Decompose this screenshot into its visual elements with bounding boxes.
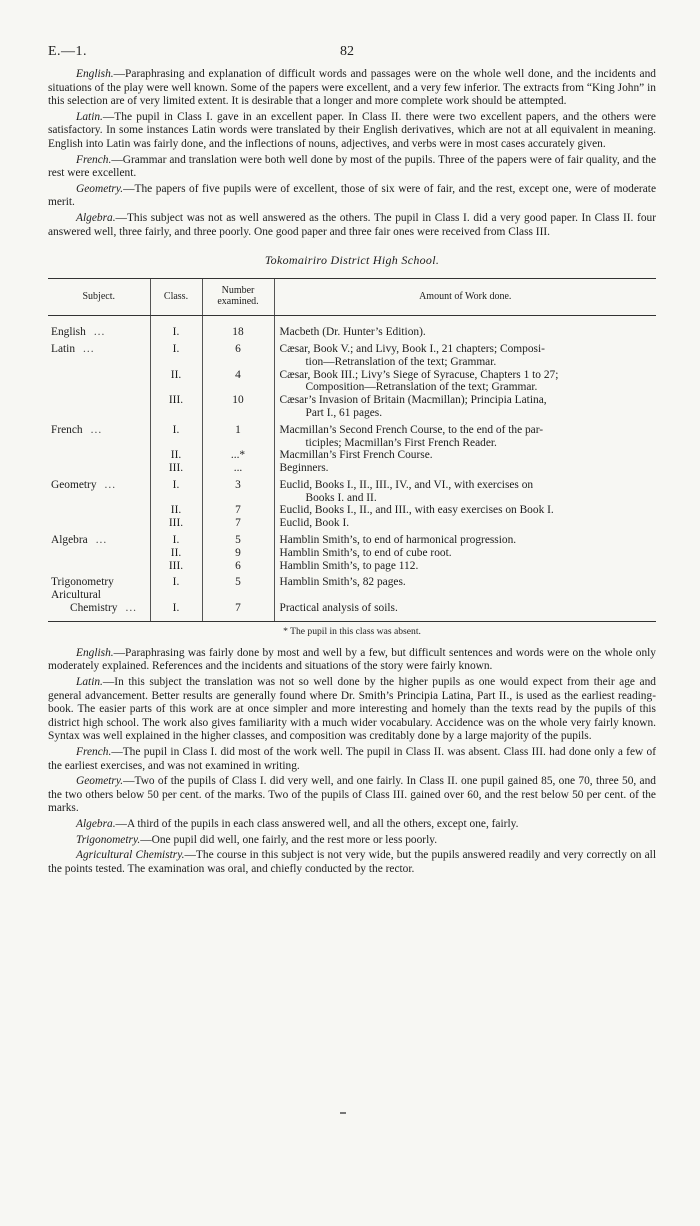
cell-subject <box>48 560 150 573</box>
top-report-section <box>48 68 656 239</box>
cell-work-done <box>274 602 656 621</box>
subject-name: Aricultural <box>51 589 101 602</box>
table-row <box>48 394 656 420</box>
paragraph-text: —The pupil in Class I. gave in an excellent paper. In Class II. there were two excellent papers, and the others were satisfactory. In some instances Latin words were translated by their English derivatives, which are not at all equivalent in meaning. English into Latin was fairly done, and the inflections of nouns, adjectives, and verbs were in most cases accurately given. <box>48 110 656 150</box>
paragraph-text: —The course in this subject is not very wide, but the pupils answered readily and very correctly on all the points tested. The examination was oral, and chiefly conducted by the rector. <box>48 849 657 875</box>
cell-subject <box>48 602 150 621</box>
paragraph-lead: Algebra. <box>76 817 116 830</box>
column-header-class: Class. <box>150 279 202 316</box>
paragraph-french <box>48 154 656 181</box>
cell-subject <box>48 475 150 505</box>
leader-dots: ... <box>90 423 103 436</box>
paragraph-lead: English. <box>76 646 114 659</box>
cell-subject <box>48 589 150 602</box>
work-line: Macbeth (Dr. Hunter’s Edition). <box>279 326 426 339</box>
paragraph-lead: Latin. <box>76 676 103 689</box>
cell-class: I. <box>150 602 202 621</box>
cell-work-done <box>274 339 656 369</box>
cell-class: I. <box>150 420 202 450</box>
table-header-row <box>48 279 656 316</box>
cell-class: I. <box>150 316 202 339</box>
paragraph-algebra <box>48 212 656 239</box>
paragraph-text: —Two of the pupils of Class I. did very well, and one fairly. In Class II. one pupil gained 85, one 70, three 50, and the two others below 50 per cent. of the marks. Two of the pupils of Class III. gained over 60, and the rest below 50 per cent. of the marks. <box>48 775 656 815</box>
cell-work-done <box>274 572 656 589</box>
cell-number-examined: 3 <box>202 475 274 505</box>
table-row <box>48 462 656 475</box>
work-line-continued: Part I., 61 pages. <box>305 406 383 419</box>
cell-class: III. <box>150 394 202 420</box>
page-number: 82 <box>340 44 354 59</box>
paragraph-trigonometry <box>48 834 656 848</box>
cell-number-examined: 7 <box>202 517 274 530</box>
cell-subject <box>48 369 150 395</box>
work-line: Hamblin Smith’s, to end of cube root. <box>279 546 452 559</box>
subject-name: English <box>51 326 86 339</box>
column-header-subject: Subject. <box>48 279 150 316</box>
paragraph-lead: English. <box>76 68 114 80</box>
work-line-continued: tion—Retranslation of the text; Grammar. <box>305 355 497 368</box>
cell-number-examined <box>202 589 274 602</box>
work-line: Cæsar, Book V.; and Livy, Book I., 21 chapters; Composi- <box>279 342 545 355</box>
subject-name: French <box>51 423 83 436</box>
cell-subject <box>48 449 150 462</box>
cell-number-examined: 7 <box>202 602 274 621</box>
paragraph-text: —In this subject the translation was not so well done by the higher pupils as one would expect from their age and general advancement. Better results are generally found where Dr. Smith’s Principia Latina, Part II., is used as the earliest reading-book. The easier parts of this work are at once simpler and more interesting and homely than the texts read by the pupils of this district high school. The work also gives familiarity with a much wider vocabulary. Accidence was on the whole very fairly known. Syntax was well explained in the higher classes, and composition was creditably done by a large majority of the pupils. <box>48 676 656 743</box>
cell-number-examined: 10 <box>202 394 274 420</box>
cell-number-examined: 6 <box>202 339 274 369</box>
work-done-table <box>48 278 656 622</box>
cell-work-done <box>274 504 656 517</box>
cell-work-done <box>274 462 656 475</box>
table-title: Tokomairiro District High School. <box>264 253 440 268</box>
cell-class: I. <box>150 339 202 369</box>
cell-subject <box>48 420 150 450</box>
table-row <box>48 420 656 450</box>
subject-name: Geometry <box>51 478 97 491</box>
cell-work-done <box>274 530 656 547</box>
cell-number-examined: 1 <box>202 420 274 450</box>
work-line: Hamblin Smith’s, to end of harmonical progression. <box>279 534 517 547</box>
cell-number-examined: 9 <box>202 547 274 560</box>
paragraph-text: —This subject was not as well answered as the others. The pupil in Class I. did a very good paper. In Class II. four answered well, three fairly, and three poorly. One good paper and three fair ones were received from Class III. <box>48 211 656 238</box>
cell-class: III. <box>150 462 202 475</box>
cell-work-done <box>274 316 656 339</box>
paragraph-lead: Trigonometry. <box>76 833 141 846</box>
table-row <box>48 560 656 573</box>
paragraph-text: —The papers of five pupils were of excellent, those of six were of fair, and the rest, except one, were of moderate merit. <box>48 182 656 209</box>
table-row <box>48 517 656 530</box>
paragraph-lead: Latin. <box>76 110 103 123</box>
cell-subject <box>48 462 150 475</box>
cell-class: I. <box>150 572 202 589</box>
leader-dots: ... <box>104 478 117 491</box>
leader-dots: ... <box>125 602 138 615</box>
paragraph-algebra <box>48 818 656 832</box>
cell-subject <box>48 339 150 369</box>
cell-work-done <box>274 475 656 505</box>
work-line-continued: Books I. and II. <box>305 491 377 504</box>
cell-subject <box>48 517 150 530</box>
cell-work-done <box>274 420 656 450</box>
cell-number-examined: 18 <box>202 316 274 339</box>
table-row <box>48 369 656 395</box>
cell-work-done <box>274 369 656 395</box>
paragraph-lead: French. <box>76 153 112 166</box>
cell-subject <box>48 572 150 589</box>
paragraph-text: —Paraphrasing was fairly done by most and well by a few, but difficult sentences and words were on the whole only moderately explained. References and the incidents and situations of the story were fairly known. <box>48 646 656 673</box>
cell-class: II. <box>150 547 202 560</box>
leader-dots: ... <box>83 342 95 355</box>
paragraph-geometry <box>48 183 656 210</box>
work-line-continued: Composition—Retranslation of the text; Grammar. <box>305 381 538 394</box>
paragraph-english <box>48 68 656 109</box>
cell-subject <box>48 504 150 517</box>
cell-number-examined: 6 <box>202 560 274 573</box>
paragraph-latin <box>48 676 656 744</box>
paragraph-agricultural-chemistry <box>48 849 656 876</box>
cell-work-done <box>274 394 656 420</box>
cell-number-examined: ...* <box>202 449 274 462</box>
subject-name: Chemistry <box>70 602 118 615</box>
cell-subject <box>48 394 150 420</box>
subject-name: Algebra <box>51 534 88 547</box>
cell-class: II. <box>150 449 202 462</box>
table-body <box>48 316 656 622</box>
column-header-number: Number examined. <box>202 279 274 316</box>
leader-dots: ... <box>95 534 108 547</box>
work-line: Euclid, Books I., II., and III., with easy exercises on Book I. <box>279 504 554 517</box>
subject-name: Trigonometry <box>51 576 114 589</box>
paragraph-latin <box>48 111 656 152</box>
leader-dots: ... <box>93 326 106 339</box>
bottom-report-section <box>48 647 656 877</box>
work-line: Hamblin Smith’s, to page 112. <box>279 559 419 572</box>
cell-number-examined: 5 <box>202 530 274 547</box>
paragraph-lead: Algebra. <box>76 211 116 224</box>
table-row <box>48 449 656 462</box>
cell-class: I. <box>150 475 202 505</box>
table-row <box>48 339 656 369</box>
table-row <box>48 602 656 621</box>
document-page <box>48 44 656 878</box>
cell-number-examined: 5 <box>202 572 274 589</box>
work-line: Cæsar, Book III.; Livy’s Siege of Syracuse, Chapters 1 to 27; <box>279 368 559 381</box>
document-reference: E.—1. <box>48 44 88 59</box>
cell-class: III. <box>150 517 202 530</box>
paragraph-geometry <box>48 775 656 816</box>
work-line: Macmillan’s Second French Course, to the end of the par- <box>279 423 544 436</box>
cell-class: III. <box>150 560 202 573</box>
subject-name: Latin <box>51 342 76 355</box>
table-footnote: * The pupil in this class was absent. <box>283 625 421 637</box>
work-line: Macmillan’s First French Course. <box>279 449 433 462</box>
paragraph-text: —The pupil in Class I. did most of the work well. The pupil in Class II. was absent. Class III. had done only a few of the earliest exercises, and was not examined in writing. <box>48 746 656 772</box>
cell-subject <box>48 316 150 339</box>
paragraph-lead: Geometry. <box>76 775 124 788</box>
table-row <box>48 572 656 589</box>
paragraph-lead: Agricultural Chemistry. <box>76 849 185 862</box>
paragraph-text: —One pupil did well, one fairly, and the rest more or less poorly. <box>140 833 438 846</box>
work-line: Practical analysis of soils. <box>279 602 398 615</box>
cell-number-examined: ... <box>202 462 274 475</box>
paragraph-french <box>48 746 656 773</box>
cell-class: II. <box>150 504 202 517</box>
work-line: Hamblin Smith’s, 82 pages. <box>279 576 406 589</box>
table-row <box>48 316 656 339</box>
cell-number-examined: 4 <box>202 369 274 395</box>
paragraph-text: —A third of the pupils in each class answered well, and all the others, except one, fairly. <box>115 817 519 830</box>
work-line: Euclid, Books I., II., III., IV., and VI., with exercises on <box>279 478 534 491</box>
paragraph-text: —Paraphrasing and explanation of difficult words and passages were on the whole well done, and the incidents and situations of the play were well known. Some of the papers were excellent, and a very few inferior. The extracts from “King John” in this selection are of very limited extent. It is desirable that a longer and more complete work should be attempted. <box>48 68 656 108</box>
column-header-work: Amount of Work done. <box>274 279 656 316</box>
page-header <box>48 44 656 68</box>
cell-work-done <box>274 560 656 573</box>
table-row <box>48 589 656 602</box>
cell-work-done <box>274 517 656 530</box>
work-line: Cæsar’s Invasion of Britain (Macmillan); Principia Latina, <box>279 394 547 407</box>
paragraph-lead: French. <box>76 746 112 759</box>
paragraph-text: —Grammar and translation were both well done by most of the pupils. Three of the papers were of fair quality, and the rest were excellent. <box>48 153 656 180</box>
work-line: Beginners. <box>279 462 329 475</box>
cell-class <box>150 589 202 602</box>
cell-class: I. <box>150 530 202 547</box>
cell-subject <box>48 530 150 547</box>
page-mark <box>340 1112 346 1114</box>
cell-work-done <box>274 449 656 462</box>
work-line-continued: ticiples; Macmillan’s First French Reader. <box>305 436 497 449</box>
cell-subject <box>48 547 150 560</box>
table-row <box>48 530 656 547</box>
table-row <box>48 504 656 517</box>
table-row <box>48 547 656 560</box>
cell-work-done <box>274 547 656 560</box>
cell-number-examined: 7 <box>202 504 274 517</box>
cell-work-done <box>274 589 656 602</box>
paragraph-english <box>48 647 656 674</box>
work-line: Euclid, Book I. <box>279 517 350 530</box>
cell-class: II. <box>150 369 202 395</box>
paragraph-lead: Geometry. <box>76 182 124 195</box>
table-row <box>48 475 656 505</box>
